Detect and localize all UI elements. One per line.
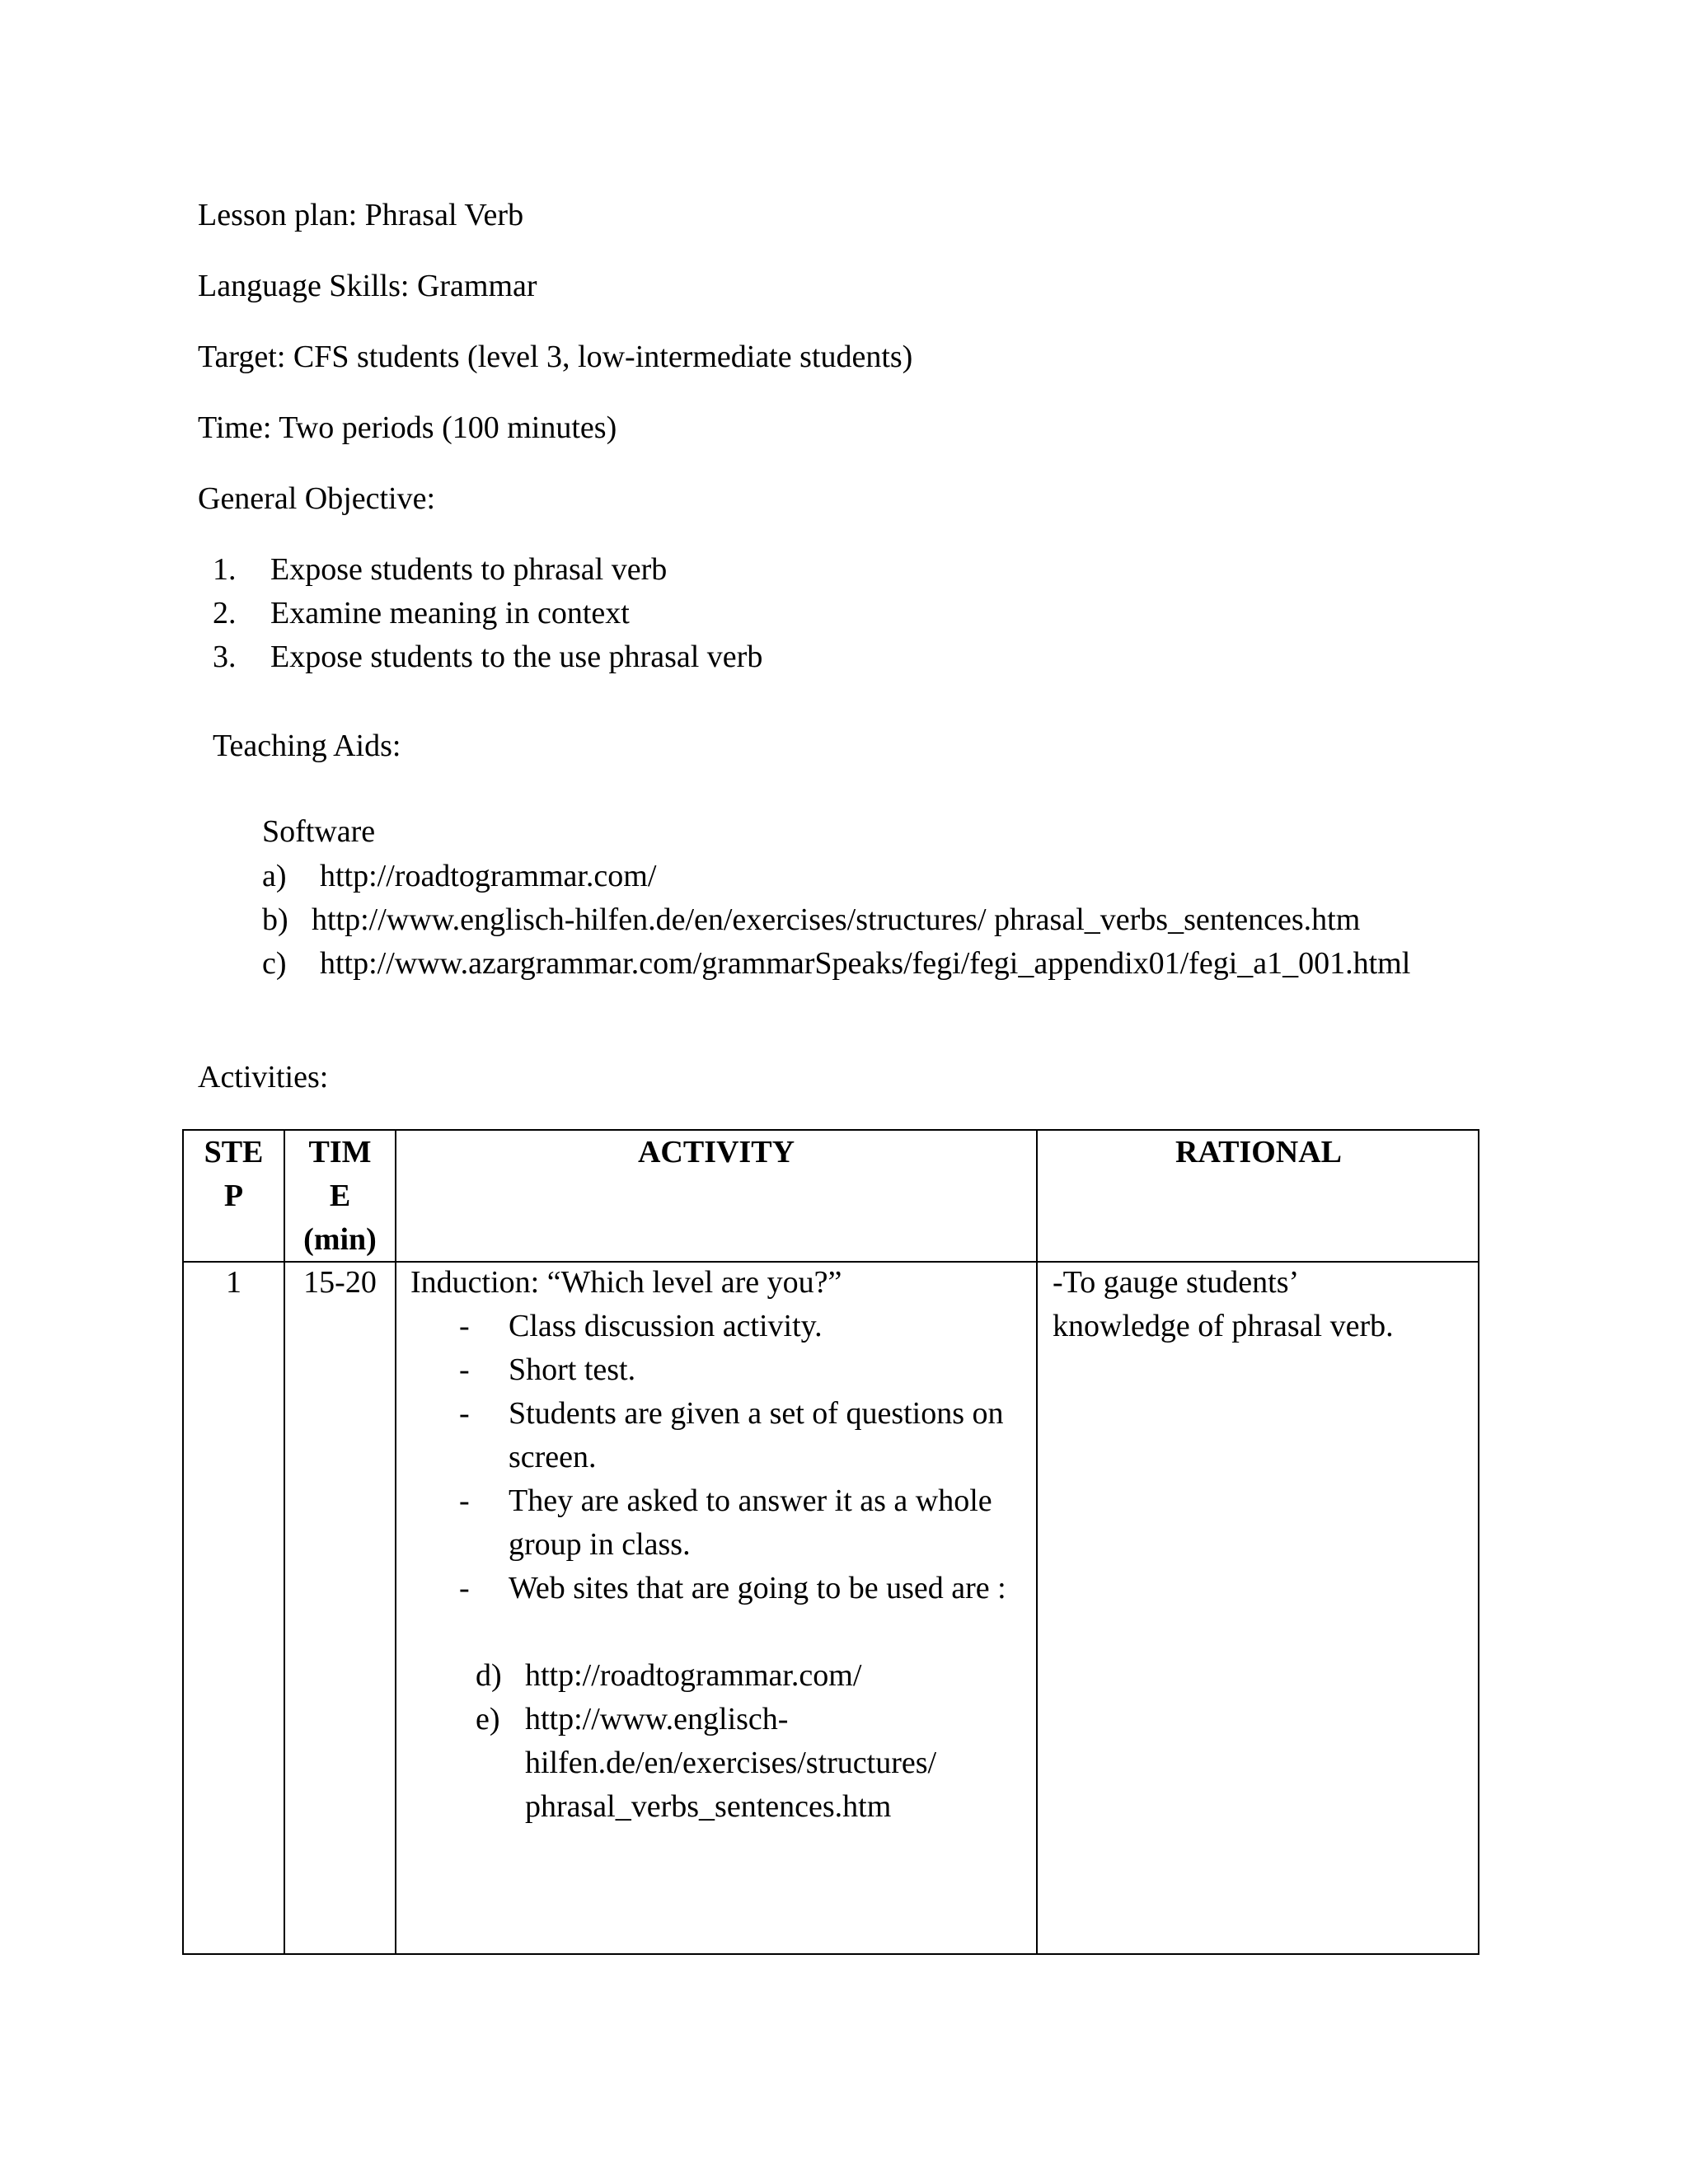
header-activity: ACTIVITY bbox=[637, 1135, 795, 1169]
rational-line: knowledge of phrasal verb. bbox=[1053, 1309, 1394, 1343]
bullet-text: Web sites that are going to be used are : bbox=[509, 1571, 1006, 1605]
teaching-aid-link[interactable]: http://www.englisch-hilfen.de/en/exercises/structures/ phrasal_verbs_sentences.htm bbox=[312, 902, 1361, 937]
activity-link-line: phrasal_verbs_sentences.htm bbox=[525, 1789, 892, 1824]
teaching-aid-link[interactable]: http://www.azargrammar.com/grammarSpeaks/fegi/fegi_appendix01/fegi_a1_001.html bbox=[320, 946, 1411, 981]
objective-number: 3. bbox=[213, 640, 237, 674]
activities-label: Activities: bbox=[198, 1060, 329, 1094]
row-step: 1 bbox=[226, 1265, 241, 1300]
objective-text: Expose students to phrasal verb bbox=[270, 552, 668, 587]
header-step bbox=[184, 1131, 284, 1218]
objective-text: Expose students to the use phrasal verb bbox=[270, 640, 763, 674]
teaching-aid-letter: a) bbox=[262, 859, 287, 893]
activities-table bbox=[182, 1129, 1479, 1955]
bullet-text: Class discussion activity. bbox=[509, 1309, 823, 1343]
header-time bbox=[285, 1131, 395, 1262]
teaching-aids-label: Teaching Aids: bbox=[213, 729, 401, 763]
lesson-time: Time: Two periods (100 minutes) bbox=[198, 410, 617, 445]
table-column-divider bbox=[1036, 1131, 1038, 1953]
activity-link-letter: d) bbox=[476, 1658, 502, 1693]
teaching-aid-link[interactable]: http://roadtogrammar.com/ bbox=[320, 859, 657, 893]
activity-link-line: hilfen.de/en/exercises/structures/ bbox=[525, 1746, 937, 1780]
bullet-dash: - bbox=[459, 1309, 470, 1343]
activity-link-line: http://www.englisch- bbox=[525, 1702, 789, 1736]
header-time-line: (min) bbox=[303, 1222, 377, 1257]
objective-text: Examine meaning in context bbox=[270, 596, 630, 630]
teaching-aid-letter: b) bbox=[262, 902, 288, 937]
bullet-dash: - bbox=[459, 1483, 470, 1518]
bullet-text: Students are given a set of questions on screen. bbox=[509, 1396, 1004, 1474]
activity-link[interactable]: http://roadtogrammar.com/ bbox=[525, 1658, 862, 1693]
table-column-divider bbox=[395, 1131, 396, 1953]
header-step-line: STE bbox=[204, 1135, 264, 1169]
lesson-plan-title: Lesson plan: Phrasal Verb bbox=[198, 198, 524, 232]
bullet-dash: - bbox=[459, 1396, 470, 1431]
header-time-line: E bbox=[329, 1179, 351, 1213]
rational-line: -To gauge students’ bbox=[1053, 1265, 1300, 1300]
activity-link[interactable] bbox=[525, 1698, 936, 1829]
bullet-dash: - bbox=[459, 1352, 470, 1387]
header-time-line: TIM bbox=[308, 1135, 372, 1169]
objective-number: 1. bbox=[213, 552, 237, 587]
general-objective-label: General Objective: bbox=[198, 481, 436, 516]
row-activity-title: Induction: “Which level are you?” bbox=[410, 1265, 842, 1300]
activity-link-letter: e) bbox=[476, 1702, 500, 1736]
language-skills: Language Skills: Grammar bbox=[198, 269, 537, 303]
objective-number: 2. bbox=[213, 596, 237, 630]
software-label: Software bbox=[262, 814, 376, 849]
bullet-text: Short test. bbox=[509, 1352, 636, 1387]
bullet-dash: - bbox=[459, 1571, 470, 1605]
row-rational bbox=[1053, 1261, 1394, 1348]
row-time: 15-20 bbox=[303, 1265, 377, 1300]
header-rational: RATIONAL bbox=[1175, 1135, 1342, 1169]
header-step-line: P bbox=[223, 1179, 244, 1213]
teaching-aid-letter: c) bbox=[262, 946, 287, 981]
bullet-text: They are asked to answer it as a whole group in class. bbox=[509, 1483, 992, 1562]
target-audience: Target: CFS students (level 3, low-intermediate students) bbox=[198, 340, 913, 374]
